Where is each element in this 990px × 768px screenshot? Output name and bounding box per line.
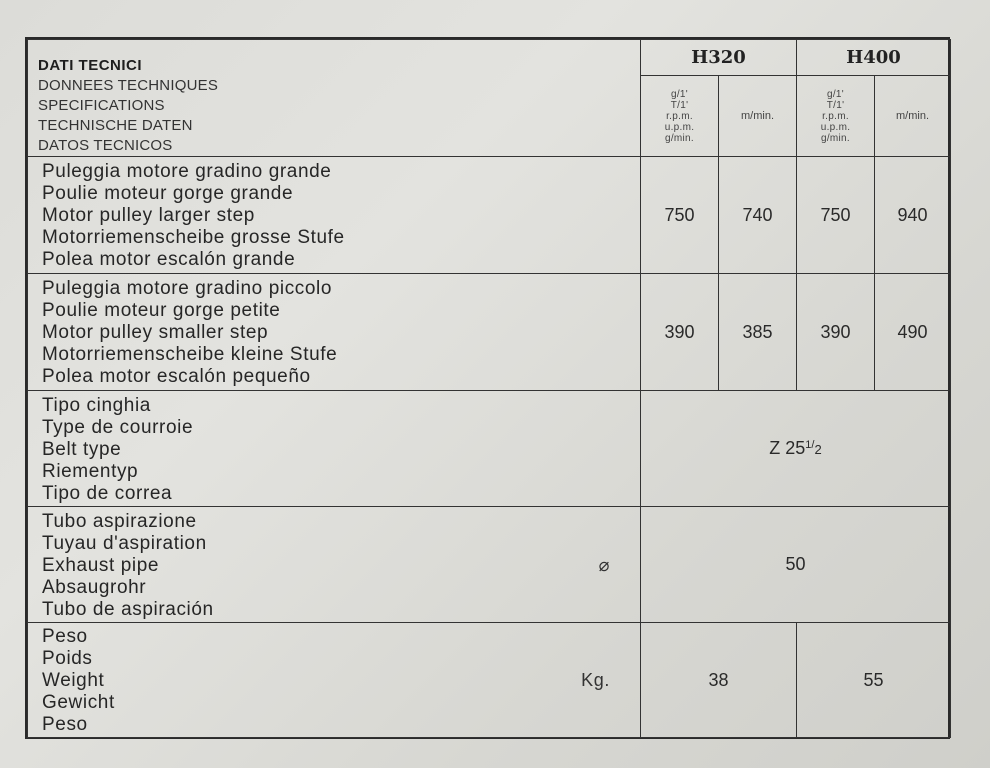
h320-mmin-large: 740 bbox=[719, 157, 797, 274]
rpm-unit-h320 bbox=[641, 76, 719, 157]
label-line: Motor pulley smaller step bbox=[42, 322, 269, 343]
h400-mmin-small: 490 bbox=[875, 274, 951, 391]
unit-line: g/min. bbox=[664, 132, 695, 144]
row-motor-pulley-small-label bbox=[28, 274, 641, 391]
label-line: Poulie moteur gorge petite bbox=[42, 300, 281, 321]
unit-line: T/1' bbox=[670, 99, 689, 111]
belt-type-main: Z 25 bbox=[769, 438, 806, 458]
h320-rpm-large: 750 bbox=[641, 157, 719, 274]
label-line: Tipo de correa bbox=[42, 482, 173, 504]
h320-mmin-small: 385 bbox=[719, 274, 797, 391]
h320-rpm-small: 390 bbox=[641, 274, 719, 391]
label-line: Motorriemenscheibe grosse Stufe bbox=[42, 227, 345, 248]
model-h400: H400 bbox=[797, 40, 951, 76]
unit-line: g/1' bbox=[670, 88, 688, 100]
label-line: Tuyau d'aspiration bbox=[42, 532, 207, 554]
header-title-es: DATOS TECNICOS bbox=[38, 137, 173, 154]
h400-mmin-large: 940 bbox=[875, 157, 951, 274]
label-line: Poids bbox=[42, 648, 93, 669]
label-line: Riementyp bbox=[42, 460, 139, 482]
row-belt-type-label bbox=[28, 391, 641, 507]
unit-line: g/min. bbox=[820, 132, 851, 144]
label-line: Gewicht bbox=[42, 692, 115, 713]
label-line: Weight bbox=[42, 670, 105, 691]
belt-type-fraction-numerator: 1/ bbox=[805, 439, 815, 451]
label-line: Type de courroie bbox=[42, 416, 194, 438]
label-line: Tipo cinghia bbox=[42, 394, 151, 416]
h400-rpm-large: 750 bbox=[797, 157, 875, 274]
label-line: Belt type bbox=[42, 438, 122, 460]
spec-table-frame bbox=[25, 37, 950, 739]
row-exhaust-pipe-label bbox=[28, 507, 641, 623]
weight-unit-label: Kg. bbox=[581, 670, 610, 690]
label-line: Polea motor escalón pequeño bbox=[42, 366, 311, 387]
unit-line: r.p.m. bbox=[666, 110, 693, 122]
header-title-fr: DONNEES TECHNIQUES bbox=[38, 77, 219, 94]
belt-type-value bbox=[641, 391, 951, 507]
exhaust-pipe-value: 50 bbox=[641, 507, 951, 623]
diameter-icon: ⌀ bbox=[598, 554, 610, 575]
unit-line: u.p.m. bbox=[820, 121, 851, 133]
header-title-it: DATI TECNICI bbox=[38, 57, 143, 74]
label-line: Peso bbox=[42, 714, 88, 735]
h320-weight: 38 bbox=[641, 623, 797, 738]
label-line: Motor pulley larger step bbox=[42, 205, 255, 226]
label-line: Puleggia motore gradino grande bbox=[42, 161, 332, 182]
label-line: Puleggia motore gradino piccolo bbox=[42, 278, 333, 299]
unit-line: u.p.m. bbox=[664, 121, 695, 133]
unit-line: T/1' bbox=[826, 99, 845, 111]
unit-line: g/1' bbox=[826, 88, 844, 100]
speed-unit-h320: m/min. bbox=[719, 76, 797, 157]
h400-rpm-small: 390 bbox=[797, 274, 875, 391]
label-line: Peso bbox=[42, 626, 88, 647]
header-title-de: TECHNISCHE DATEN bbox=[38, 117, 193, 134]
h400-weight: 55 bbox=[797, 623, 951, 738]
header-title-cell bbox=[28, 40, 641, 157]
label-line: Polea motor escalón grande bbox=[42, 249, 296, 270]
spec-table bbox=[27, 39, 951, 738]
speed-unit-h400: m/min. bbox=[875, 76, 951, 157]
row-motor-pulley-large-label bbox=[28, 157, 641, 274]
label-line: Tubo de aspiración bbox=[42, 598, 214, 620]
label-line: Exhaust pipe bbox=[42, 554, 160, 576]
label-line: Poulie moteur gorge grande bbox=[42, 183, 294, 204]
label-line: Tubo aspirazione bbox=[42, 510, 197, 532]
rpm-unit-h400 bbox=[797, 76, 875, 157]
row-weight-label bbox=[28, 623, 641, 738]
model-h320: H320 bbox=[641, 40, 797, 76]
label-line: Absaugrohr bbox=[42, 576, 147, 598]
unit-line: r.p.m. bbox=[822, 110, 849, 122]
belt-type-fraction-denominator: 2 bbox=[814, 442, 822, 457]
label-line: Motorriemenscheibe kleine Stufe bbox=[42, 344, 338, 365]
header-title-en: SPECIFICATIONS bbox=[38, 97, 165, 114]
